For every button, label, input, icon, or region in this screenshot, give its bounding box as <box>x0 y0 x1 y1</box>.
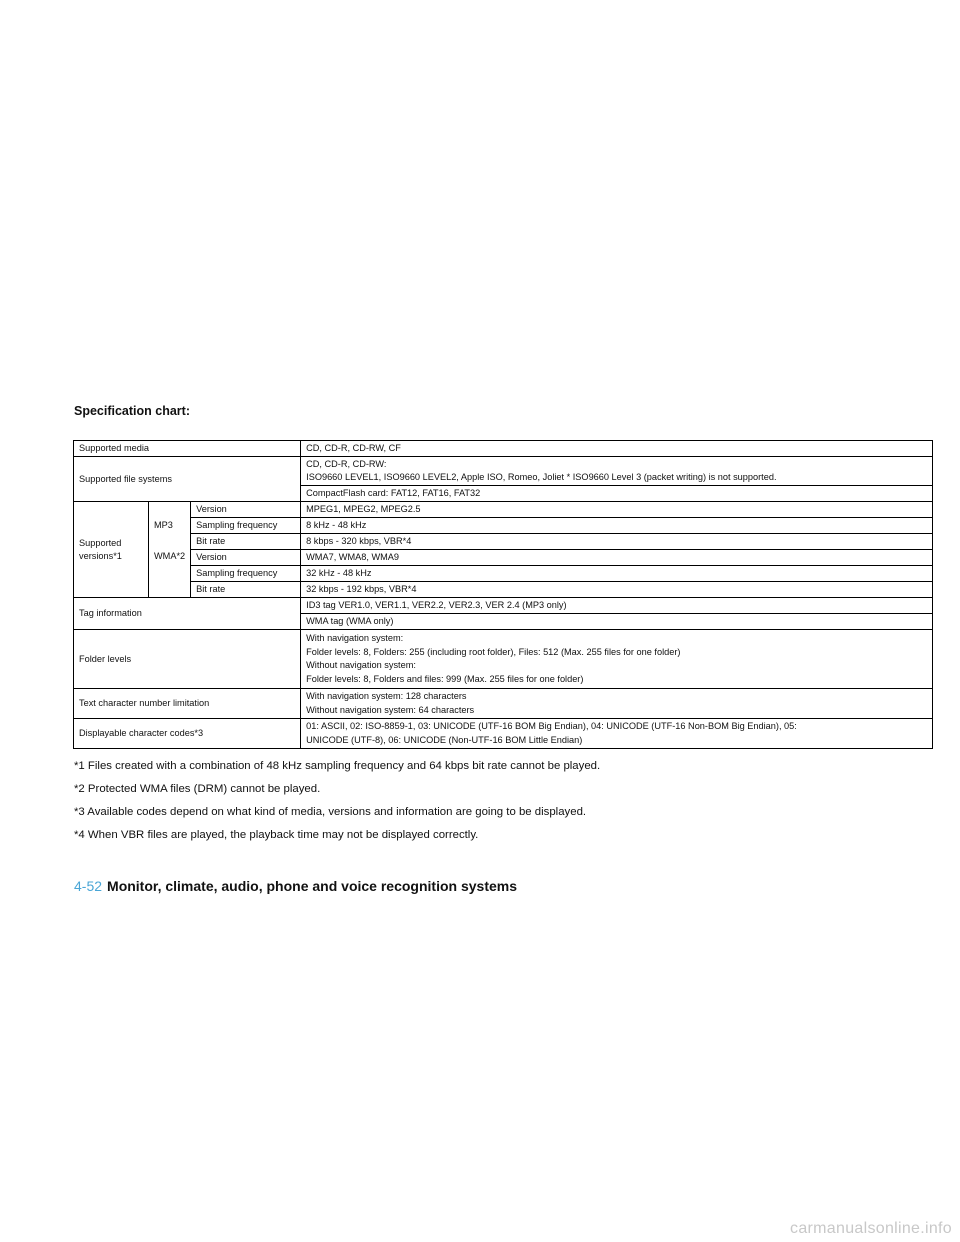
mp3-label: MP3 <box>149 502 191 550</box>
table-row <box>74 441 933 457</box>
section-title: Monitor, climate, audio, phone and voice recognition systems <box>107 878 517 894</box>
table-row <box>74 598 933 614</box>
footnotes <box>74 759 600 851</box>
table-row <box>74 534 933 550</box>
sub-label: Sampling frequency <box>191 518 301 534</box>
row-value: 32 kHz - 48 kHz <box>301 566 933 582</box>
row-label <box>74 502 149 598</box>
footnote: *3 Available codes depend on what kind of media, versions and information are going to be displayed. <box>74 806 587 818</box>
text-limit-line: Without navigation system: 64 characters <box>306 704 475 715</box>
row-value: MPEG1, MPEG2, MPEG2.5 <box>301 502 933 518</box>
row-label: Text character number limitation <box>74 689 301 719</box>
row-value: WMA tag (WMA only) <box>301 614 933 630</box>
row-value <box>301 457 933 486</box>
footnote: *1 Files created with a combination of 48 kHz sampling frequency and 64 kbps bit rate cannot be played. <box>74 760 601 772</box>
char-codes-line: UNICODE (UTF-8), 06: UNICODE (Non-UTF-16 BOM Little Endian) <box>306 734 583 745</box>
table-row <box>74 566 933 582</box>
footnote: *2 Protected WMA files (DRM) cannot be played. <box>74 783 321 795</box>
row-value: WMA7, WMA8, WMA9 <box>301 550 933 566</box>
row-value: CD, CD-R, CD-RW, CF <box>301 441 933 457</box>
sub-label: Bit rate <box>191 534 301 550</box>
folder-levels-line: Folder levels: 8, Folders and files: 999 (Max. 255 files for one folder) <box>306 673 584 684</box>
wma-label: WMA*2 <box>149 550 191 598</box>
table-row <box>74 550 933 566</box>
row-value: CompactFlash card: FAT12, FAT16, FAT32 <box>301 486 933 502</box>
row-value <box>301 689 933 719</box>
row-label: Supported media <box>74 441 301 457</box>
table-row <box>74 502 933 518</box>
row-label: Folder levels <box>74 630 301 689</box>
folder-levels-line: Folder levels: 8, Folders: 255 (including root folder), Files: 512 (Max. 255 files for one folder) <box>306 646 681 657</box>
sub-label: Version <box>191 550 301 566</box>
row-value: 8 kHz - 48 kHz <box>301 518 933 534</box>
table-row <box>74 630 933 689</box>
footnote: *4 When VBR files are played, the playback time may not be displayed correctly. <box>74 829 479 841</box>
row-value <box>301 719 933 749</box>
page-footer <box>74 878 517 894</box>
row-value: 8 kbps - 320 kbps, VBR*4 <box>301 534 933 550</box>
watermark: carmanualsonline.info <box>790 1220 952 1237</box>
page-number: 4-52 <box>74 878 103 894</box>
row-label: Supported file systems <box>74 457 301 502</box>
folder-levels-line: Without navigation system: <box>306 660 416 670</box>
table-row <box>74 457 933 486</box>
row-value: ID3 tag VER1.0, VER1.1, VER2.2, VER2.3, VER 2.4 (MP3 only) <box>301 598 933 614</box>
table-row <box>74 689 933 719</box>
versions-label-line: versions*1 <box>79 550 122 561</box>
cd-filesystem-detail: ISO9660 LEVEL1, ISO9660 LEVEL2, Apple ISO, Romeo, Joliet * ISO9660 Level 3 (packet writing) is not supported. <box>306 472 777 482</box>
table-row <box>74 518 933 534</box>
sub-label: Sampling frequency <box>191 566 301 582</box>
row-label: Displayable character codes*3 <box>74 719 301 749</box>
row-value: 32 kbps - 192 kbps, VBR*4 <box>301 582 933 598</box>
spec-table <box>73 440 933 749</box>
sub-label: Bit rate <box>191 582 301 598</box>
table-row <box>74 719 933 749</box>
page-title: Specification chart: <box>74 404 190 418</box>
row-label: Tag information <box>74 598 301 630</box>
text-limit-line: With navigation system: 128 characters <box>306 691 467 701</box>
table-row <box>74 582 933 598</box>
versions-label-line: Supported <box>79 537 122 548</box>
sub-label: Version <box>191 502 301 518</box>
cd-filesystem-heading: CD, CD-R, CD-RW: <box>306 459 387 469</box>
folder-levels-line: With navigation system: <box>306 633 404 643</box>
char-codes-line: 01: ASCII, 02: ISO-8859-1, 03: UNICODE (UTF-16 BOM Big Endian), 04: UNICODE (UTF-16 Non-BOM Big Endian), 05: <box>306 721 797 731</box>
row-value <box>301 630 933 689</box>
